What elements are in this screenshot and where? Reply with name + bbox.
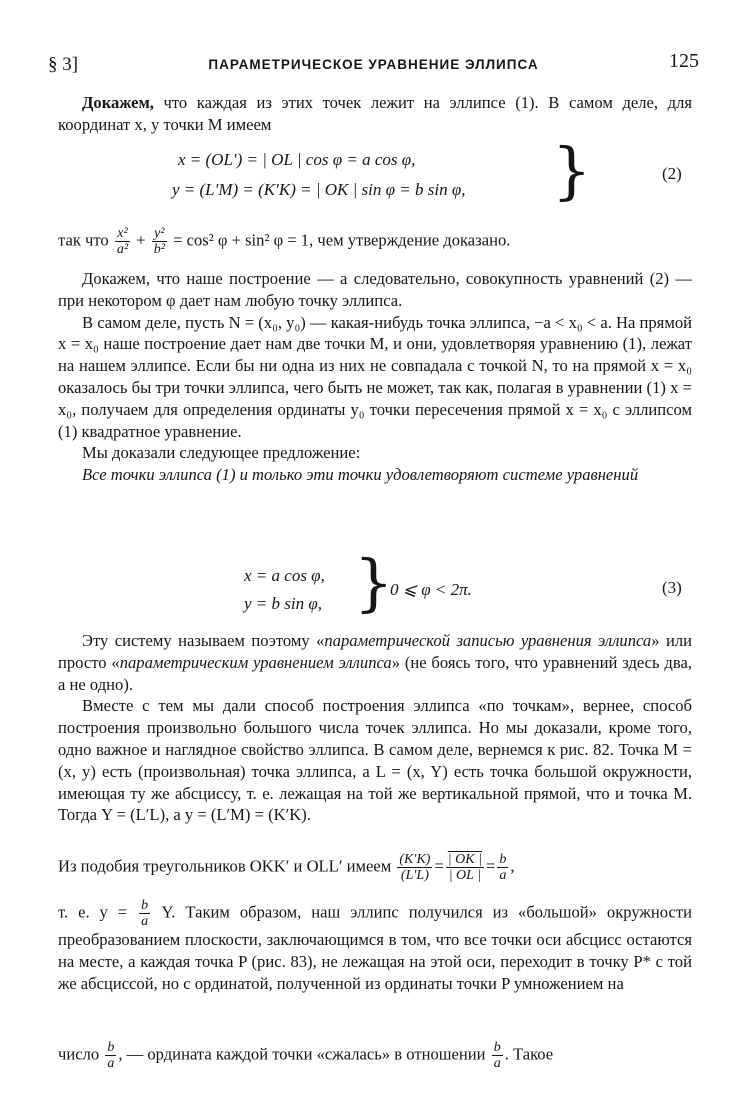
- equation-number-2: (2): [662, 164, 682, 183]
- plus-sign: +: [136, 230, 146, 250]
- sum-rest: = cos² φ + sin² φ = 1, чем утверждение доказано.: [173, 230, 511, 250]
- equation-number-3: (3): [662, 578, 682, 597]
- body-text: [58, 268, 692, 486]
- text-run: т. е. y =: [58, 902, 128, 922]
- paragraph-1-text: что каждая из этих точек лежит на эллипсе (1). В самом деле, для координат x, y точки M имеем: [58, 93, 692, 134]
- body-text-2: [58, 630, 692, 826]
- fraction-numerator: | OK |: [447, 852, 482, 867]
- fraction-denominator: b²: [153, 242, 165, 257]
- section-marker: § 3]: [48, 54, 79, 75]
- fraction-b-a: [492, 1040, 503, 1071]
- paragraph-4: Мы доказали следующее предложение:: [82, 443, 361, 463]
- paragraph-8: [58, 852, 692, 883]
- text-run: » или просто «: [58, 631, 692, 672]
- text-run: Из подобия треугольников OKK′ и OLL′ имеем: [58, 856, 392, 876]
- comma: ,: [510, 856, 515, 876]
- fraction-numerator: y²: [152, 226, 167, 242]
- fraction-y2-b2: [152, 226, 167, 257]
- text-run: число: [58, 1044, 100, 1064]
- page-header: [48, 48, 699, 78]
- fraction-b-a: [497, 852, 508, 883]
- right-brace: }: [354, 546, 394, 619]
- fraction-denominator: a: [141, 914, 149, 929]
- text-run: , — ордината каждой точки «сжалась» в отношении: [118, 1044, 486, 1064]
- fraction-numerator: x²: [115, 226, 130, 242]
- fraction-ok-ol: [446, 852, 484, 883]
- fraction-b-a: [139, 898, 150, 929]
- equals-sign: =: [485, 856, 496, 876]
- fraction-x2-a2: [115, 226, 130, 257]
- paragraph-5: Все точки эллипса (1) и только эти точки удовлетворяют системе уравнений: [82, 465, 639, 485]
- paragraph-3: В самом деле, пусть N = (x₀, y₀) — какая-нибудь точка эллипса, −a < x₀ < a. На прямой x = x₀ наше построение дает нам две точки M, и они, удовлетворяя уравнению (1), лежат на нашем эллипсе. Если бы ни одна из них не совпадала с точкой N, то на прямой x = x₀ оказалось бы три точки эллипса, чего быть не может, так как, полагая в уравнении (1) x = x₀, получаем для определения ординаты y₀ точки пересечения прямой x = x₀ с эллипсом (1) квадратное уравнение.: [58, 312, 692, 441]
- paragraph-9: [58, 898, 692, 994]
- fraction-denominator: (L′L): [400, 868, 429, 883]
- equation-3-line-1: x = a cos φ,: [244, 566, 325, 585]
- fraction-denominator: a²: [116, 242, 129, 257]
- equals-sign: =: [434, 856, 444, 876]
- bold-lead: Докажем,: [82, 93, 154, 112]
- running-title: ПАРАМЕТРИЧЕСКОЕ УРАВНЕНИЕ ЭЛЛИПСА: [208, 57, 539, 72]
- italic-term: параметрическим уравнением эллипса: [119, 652, 392, 672]
- sum-prefix: так что: [58, 230, 109, 250]
- text-run: . Такое: [504, 1044, 554, 1064]
- paragraph-6: [58, 630, 692, 695]
- paragraph-10: [58, 1040, 692, 1071]
- equation-3-line-2: y = b sin φ,: [244, 594, 323, 613]
- fraction-numerator: (K′K): [399, 852, 431, 867]
- right-brace: }: [552, 134, 592, 207]
- paragraph-1: [58, 92, 692, 136]
- fraction-denominator: a: [493, 1056, 501, 1071]
- fraction-numerator: b: [107, 1040, 115, 1055]
- paragraph-2: Докажем, что наше построение — а следовательно, совокупность уравнений (2) — при некотором φ дает нам любую точку эллипса.: [58, 269, 692, 310]
- sum-line: [58, 226, 692, 257]
- page-number: 125: [669, 50, 699, 72]
- fraction-b-a: [105, 1040, 116, 1071]
- fraction-numerator: b: [141, 898, 149, 913]
- equation-3-condition: 0 ⩽ φ < 2π.: [390, 580, 472, 599]
- fraction-numerator: b: [493, 1040, 501, 1055]
- text-run: Эту систему называем поэтому «: [82, 631, 325, 650]
- equation-2-line-2: y = (L′M) = (K′K) = | OK | sin φ = b sin φ,: [172, 180, 466, 199]
- equation-2-line-1: x = (OL′) = | OL | cos φ = a cos φ,: [178, 150, 416, 169]
- paragraph-7: Вместе с тем мы дали способ построения эллипса «по точкам», вернее, способ построения произвольно большого числа точек эллипса. Но мы доказали, кроме того, одно важное и наглядное свойство эллипса. В самом деле, вернемся к рис. 82. Точка M = (x, y) есть (произвольная) точка эллипса, а L = (x, Y) есть точка большой окружности, имеющая ту же абсциссу, т. е. лежащая на той же вертикальной прямой, что и точка M. Тогда Y = (L′L), а y = (L′M) = (K′K).: [58, 696, 692, 825]
- fraction-denominator: a: [107, 1056, 115, 1071]
- italic-term: параметрической записью уравнения эллипса: [324, 631, 652, 650]
- text-run: Y. Таким образом, наш эллипс получился из «большой» окружности преобразованием плоскости, заключающимся в том, что все точки оси абсцисс остаются на месте, а каждая точка P (рис. 83), не лежащая на этой оси, переходит в точку P* с той же абсциссой, но с ординатой, полученной из ординаты точки P умножением на: [58, 902, 692, 993]
- fraction-numerator: b: [499, 852, 507, 867]
- fraction-denominator: | OL |: [448, 868, 482, 883]
- fraction-kk-ll: [397, 852, 432, 883]
- fraction-denominator: a: [499, 868, 507, 883]
- text-run: » (не боясь того, что уравнений здесь два, а не одно).: [58, 652, 693, 694]
